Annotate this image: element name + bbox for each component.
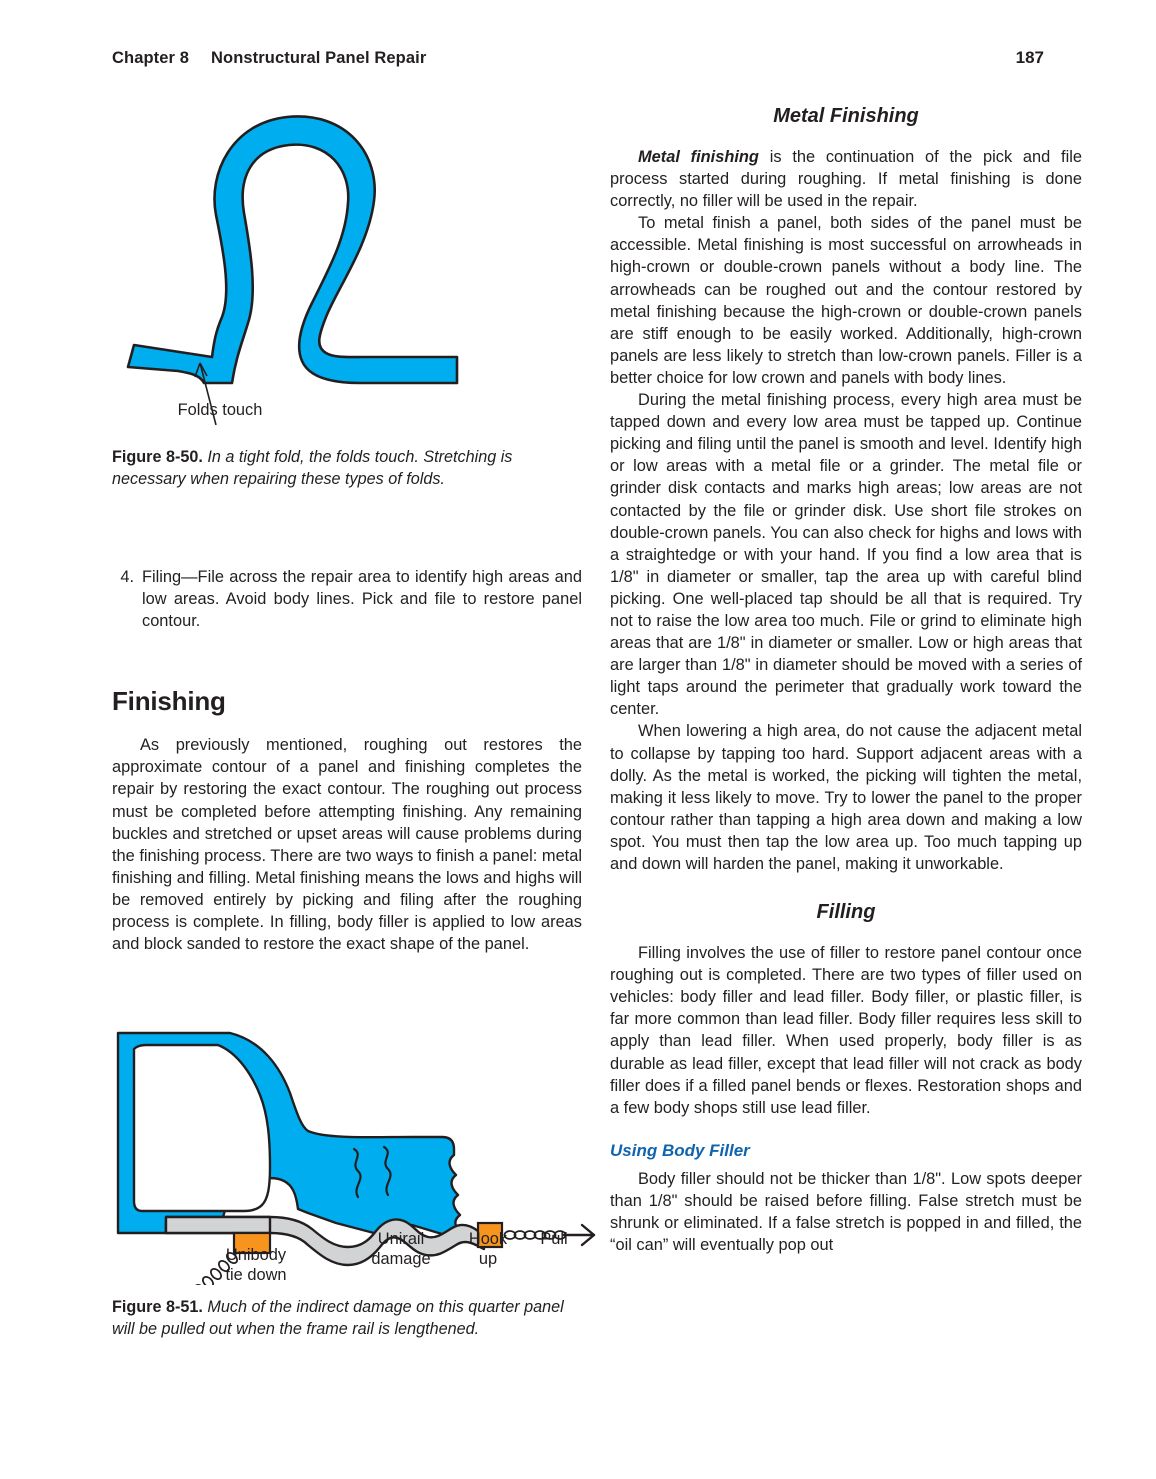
hook-up-label [450, 1229, 526, 1269]
section-heading-finishing: Finishing [112, 686, 226, 717]
subheading-using-body-filler: Using Body Filler [610, 1140, 750, 1160]
filling-para-1: Filling involves the use of filler to restore panel contour once roughing out is completed. There are two types of filler used on vehicles: body filler and lead filler. Body filler, or plastic filler, is far more common than lead filler. Body filler requires less skill to apply than lead filler. When used properly, body filler is as durable as lead filler, except that lead filler will not crack as body filler does if a filled panel bends or flexes. Restoration shops and a few body shops still use lead filler. [610, 944, 1082, 1117]
right-column [610, 105, 1082, 1256]
unibody-tie-down-label-line2: tie down [225, 1266, 287, 1285]
page-number: 187 [1015, 48, 1044, 67]
figure-8-51 [112, 1027, 582, 1285]
unibody-tie-down-label [196, 1245, 316, 1285]
metal-finishing-para-3: During the metal finishing process, every high area must be tapped down and every low area must be tapped up. Continue picking and filing until the panel is smooth and level. Identify high or low areas with a metal file or a grinder. The metal file or grinder disk contacts and marks high areas; low areas are not contacted by the file or grinder disk. Use short file strokes on double-crown panels. You can also check for highs and lows with a straightedge or with your hand. If you find a low area that is 1/8" in diameter or smaller, tap the area up with careful blind picking. One well-placed tap should be all that is required. Try not to raise the low area too much. File or grind to eliminate high areas that are 1/8" in diameter or smaller. Low or high areas that are larger than 1/8" in diameter should be moved with a series of light taps around the perimeter that gradually work toward the center. [610, 391, 1082, 719]
figure-8-50-caption-text: In a tight fold, the folds touch. Stretching is necessary when repairing these types of folds. [112, 448, 513, 488]
list-item-number: 4. [120, 568, 134, 586]
unibody-tie-down-label-line1: Unibody [225, 1246, 287, 1265]
filling-para-2: Body filler should not be thicker than 1/8". Low spots deeper than 1/8" should be raised before filling. False stretch must be shrunk or eliminated. If a false stretch is popped in and filled, the “oil can” will eventually pop out [610, 1169, 1082, 1255]
unirail-damage-label-line2: damage [371, 1250, 431, 1269]
running-head-title: Nonstructural Panel Repair [211, 49, 427, 67]
figure-8-50-caption [112, 447, 582, 490]
folds-touch-label: Folds touch [177, 401, 263, 419]
unirail-damage-label-line1: Unirail [377, 1230, 425, 1249]
figure-8-51-number: Figure 8-51. [112, 1298, 203, 1317]
running-head-left [112, 49, 426, 68]
metal-finishing-para-1 [610, 146, 1082, 212]
heading-metal-finishing: Metal Finishing [773, 105, 919, 127]
figure-8-50 [112, 95, 582, 425]
hook-up-label-line2: up [478, 1250, 498, 1269]
pull-label: Pull [540, 1230, 568, 1249]
metal-finishing-para-1-rest: is the continuation of the pick and file process started during roughing. If metal finishing is done correctly, no filler will be used in the repair. [610, 148, 1082, 211]
finishing-paragraph: As previously mentioned, roughing out restores the approximate contour of a panel and finishing completes the repair by restoring the exact contour. The roughing out process must be completed before attempting finishing. Any remaining buckles and stretched or upset areas will cause problems during the finishing process. There are two ways to finish a panel: metal finishing and filling. Metal finishing means the lows and highs will be removed entirely by picking and filing after the roughing process is complete. In filling, body filler is applied to low areas and block sanded to restore the exact shape of the panel. [112, 736, 582, 954]
list-item-4 [112, 566, 582, 632]
figure-8-51-caption-text: Much of the indirect damage on this quarter panel will be pulled out when the frame rail is lengthened. [112, 1298, 564, 1338]
figure-8-50-number: Figure 8-50. [112, 448, 203, 466]
running-head [112, 48, 1044, 72]
left-column [112, 95, 582, 1340]
metal-finishing-term: Metal finishing [638, 148, 759, 166]
heading-filling: Filling [816, 901, 876, 924]
metal-finishing-para-2: To metal finish a panel, both sides of the panel must be accessible. Metal finishing is most successful on arrowheads in high-crown or double-crown panels without a body line. The arrowheads can be roughed out and the contour restored by metal finishing because the high-crown or double-crown panels are stiff enough to be easily worked. Additionally, high-crown panels are less likely to stretch than low-crown panels. Filler is a better choice for low crown and panels with body lines. [610, 214, 1082, 387]
list-item-text: Filing—File across the repair area to identify high areas and low areas. Avoid body lines. Pick and file to restore panel contour. [142, 568, 582, 631]
metal-finishing-para-4: When lowering a high area, do not cause the adjacent metal to collapse by tapping too hard. Support adjacent areas with a dolly. As the metal is worked, the picking will tighten the metal, making it less likely to move. Try to lower the panel to the proper contour rather than tapping a high area down and making a low spot. You must then tap the low area up. Too much tapping up and down will harden the panel, making it unworkable. [610, 722, 1082, 873]
hook-up-label-line1: Hook [468, 1230, 508, 1249]
tight-fold-illustration [112, 95, 582, 425]
figure-8-51-caption [112, 1297, 582, 1340]
running-head-chapter: Chapter 8 [112, 49, 190, 67]
unirail-damage-label [346, 1229, 456, 1269]
